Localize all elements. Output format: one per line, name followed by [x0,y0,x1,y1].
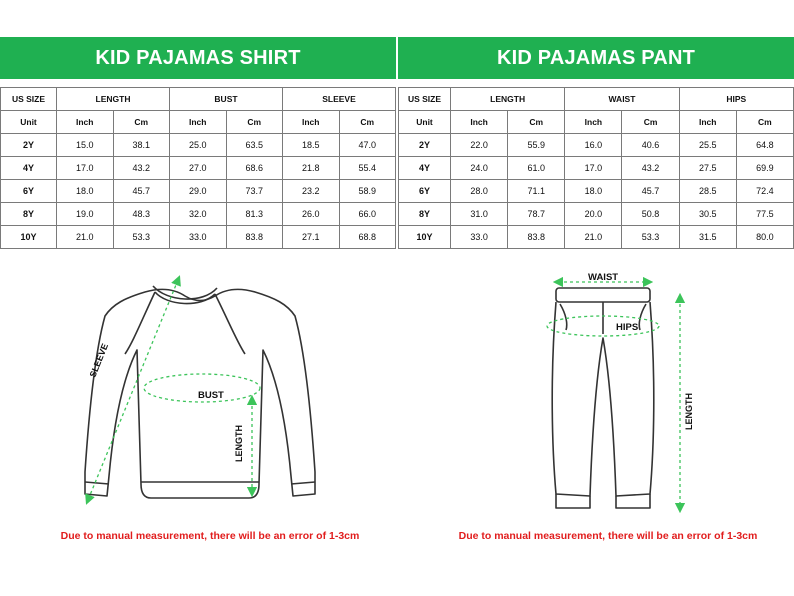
shirt-title: KID PAJAMAS SHIRT [0,37,396,79]
size-cell: 10Y [399,226,451,249]
value-cell: 21.0 [565,226,622,249]
unit-label: Unit [399,111,451,134]
unit-cell: Inch [170,111,227,134]
value-cell: 27.1 [283,226,340,249]
shirt-diagram [70,262,330,522]
value-cell: 31.5 [679,226,736,249]
pant-error-note: Due to manual measurement, there will be an error of 1-3cm [458,530,758,542]
unit-cell: Cm [226,111,283,134]
header-us-size: US SIZE [1,88,57,111]
pant-size-table [398,87,794,249]
table-unit-row [399,111,794,134]
size-cell: 2Y [1,134,57,157]
size-cell: 4Y [1,157,57,180]
value-cell: 68.6 [226,157,283,180]
value-cell: 27.5 [679,157,736,180]
value-cell: 17.0 [57,157,114,180]
value-cell: 71.1 [508,180,565,203]
value-cell: 21.0 [57,226,114,249]
table-row [1,134,396,157]
value-cell: 83.8 [508,226,565,249]
value-cell: 25.0 [170,134,227,157]
table-row [1,157,396,180]
sleeve-label: SLEEVE [87,342,111,379]
value-cell: 53.3 [113,226,170,249]
bust-label: BUST [198,390,224,401]
value-cell: 63.5 [226,134,283,157]
table-header-row [399,88,794,111]
table-row [1,203,396,226]
hips-label: HIPS [616,322,639,333]
value-cell: 58.9 [339,180,396,203]
value-cell: 69.9 [736,157,793,180]
size-cell: 6Y [399,180,451,203]
unit-cell: Cm [622,111,679,134]
value-cell: 50.8 [622,203,679,226]
pant-diagram [530,268,710,518]
value-cell: 43.2 [113,157,170,180]
waist-label: WAIST [588,272,619,283]
unit-cell: Cm [508,111,565,134]
value-cell: 53.3 [622,226,679,249]
value-cell: 73.7 [226,180,283,203]
value-cell: 81.3 [226,203,283,226]
value-cell: 80.0 [736,226,793,249]
table-row [399,180,794,203]
value-cell: 55.9 [508,134,565,157]
header-us-size: US SIZE [399,88,451,111]
value-cell: 83.8 [226,226,283,249]
table-unit-row [1,111,396,134]
table-row [399,203,794,226]
value-cell: 16.0 [565,134,622,157]
header-sleeve: SLEEVE [283,88,396,111]
value-cell: 18.0 [57,180,114,203]
value-cell: 17.0 [565,157,622,180]
size-cell: 2Y [399,134,451,157]
table-row [1,180,396,203]
header-length: LENGTH [57,88,170,111]
value-cell: 18.5 [283,134,340,157]
shirt-panel [0,37,396,249]
value-cell: 48.3 [113,203,170,226]
value-cell: 15.0 [57,134,114,157]
unit-cell: Inch [679,111,736,134]
header-hips: HIPS [679,88,793,111]
value-cell: 43.2 [622,157,679,180]
value-cell: 31.0 [451,203,508,226]
size-cell: 8Y [1,203,57,226]
pants-outline-icon [552,288,654,508]
value-cell: 25.5 [679,134,736,157]
unit-cell: Inch [451,111,508,134]
value-cell: 19.0 [57,203,114,226]
value-cell: 30.5 [679,203,736,226]
value-cell: 26.0 [283,203,340,226]
header-length: LENGTH [451,88,565,111]
pant-title: KID PAJAMAS PANT [398,37,794,79]
value-cell: 38.1 [113,134,170,157]
size-cell: 6Y [1,180,57,203]
value-cell: 20.0 [565,203,622,226]
value-cell: 33.0 [170,226,227,249]
shirt-error-note: Due to manual measurement, there will be an error of 1-3cm [60,530,360,542]
value-cell: 64.8 [736,134,793,157]
unit-cell: Cm [113,111,170,134]
value-cell: 55.4 [339,157,396,180]
pant-panel [398,37,794,249]
value-cell: 45.7 [622,180,679,203]
value-cell: 21.8 [283,157,340,180]
table-row [399,157,794,180]
value-cell: 28.5 [679,180,736,203]
unit-cell: Inch [283,111,340,134]
value-cell: 72.4 [736,180,793,203]
unit-label: Unit [1,111,57,134]
table-row [1,226,396,249]
unit-cell: Inch [565,111,622,134]
value-cell: 18.0 [565,180,622,203]
value-cell: 78.7 [508,203,565,226]
value-cell: 61.0 [508,157,565,180]
table-header-row [1,88,396,111]
sleeve-arrow [88,280,178,500]
value-cell: 28.0 [451,180,508,203]
value-cell: 45.7 [113,180,170,203]
unit-cell: Cm [736,111,793,134]
unit-cell: Inch [57,111,114,134]
value-cell: 66.0 [339,203,396,226]
shirt-size-table [0,87,396,249]
value-cell: 33.0 [451,226,508,249]
table-row [399,226,794,249]
value-cell: 23.2 [283,180,340,203]
value-cell: 32.0 [170,203,227,226]
length-label: LENGTH [684,393,694,430]
unit-cell: Cm [339,111,396,134]
size-cell: 8Y [399,203,451,226]
size-cell: 4Y [399,157,451,180]
size-cell: 10Y [1,226,57,249]
value-cell: 40.6 [622,134,679,157]
value-cell: 29.0 [170,180,227,203]
value-cell: 24.0 [451,157,508,180]
value-cell: 68.8 [339,226,396,249]
header-waist: WAIST [565,88,679,111]
value-cell: 77.5 [736,203,793,226]
length-label: LENGTH [234,425,244,462]
value-cell: 47.0 [339,134,396,157]
header-bust: BUST [170,88,283,111]
value-cell: 27.0 [170,157,227,180]
table-row [399,134,794,157]
value-cell: 22.0 [451,134,508,157]
